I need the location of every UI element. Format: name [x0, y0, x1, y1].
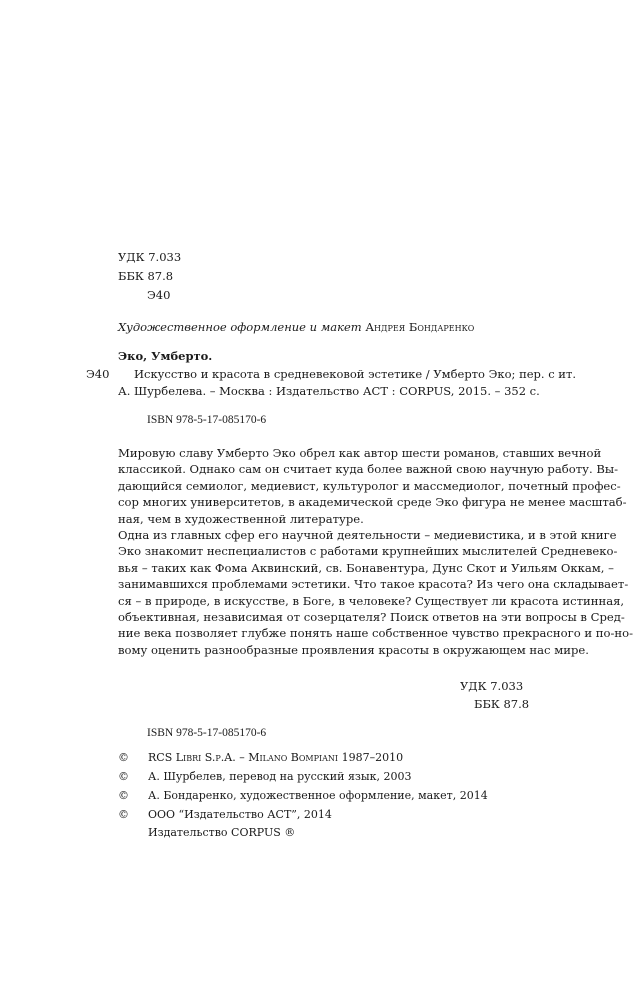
annotation-paragraph-1	[118, 445, 627, 527]
isbn-bottom: ISBN 978-5-17-085170-6	[147, 727, 267, 739]
annotation-line: Одна из главных сфер его научной деятельности – медиевистика, и в этой книге	[118, 528, 617, 542]
copyright-symbol: ©	[118, 770, 129, 783]
design-credit-label: Художественное оформление и макет	[118, 320, 362, 334]
annotation-line: Мировую славу Умберто Эко обрел как автор шести романов, ставших вечной	[118, 446, 602, 460]
annotation-line: ная, чем в художественной литературе.	[118, 511, 364, 526]
catalog-description-line1: Искусство и красота в средневековой эстетике / Умберто Эко; пер. с ит.	[134, 367, 576, 381]
design-credit	[118, 319, 474, 335]
udk-code-top: УДК 7.033	[118, 250, 182, 264]
copyright-line-translation: А. Шурбелев, перевод на русский язык, 2003	[148, 770, 412, 783]
annotation-line: классикой. Однако сам он считает куда более важной свою научную работу. Вы-	[118, 462, 618, 477]
copyright-line-corpus: Издательство CORPUS ®	[148, 826, 296, 839]
copyright-line-design: А. Бондаренко, художественное оформление, макет, 2014	[148, 789, 488, 802]
author-mark-top: Э40	[147, 288, 171, 302]
annotation-line: ся – в природе, в искусстве, в Боге, в человеке? Существует ли красота истинная,	[118, 593, 625, 608]
annotation-line: дающийся семиолог, медиевист, культуролог и массмедиолог, почетный профес-	[118, 478, 621, 493]
annotation-line: сор многих университетов, в академической среде Эко фигура не менее масштаб-	[118, 495, 627, 510]
udk-code-bottom: УДК 7.033	[460, 679, 524, 693]
annotation-line: Эко знакомит неспециалистов с работами крупнейших мыслителей Средневеко-	[118, 544, 618, 559]
copyright-line-ast: ООО “Издательство АСТ”, 2014	[148, 808, 332, 821]
author-heading: Эко, Умберто.	[118, 349, 213, 363]
bbk-code-top: ББК 87.8	[118, 269, 174, 283]
copyright-symbol: ©	[118, 789, 129, 802]
annotation-line: вому оценить разнообразные проявления красоты в окружающем нас мире.	[118, 642, 589, 657]
author-mark-side: Э40	[86, 367, 110, 381]
annotation-paragraph-2	[118, 527, 634, 658]
annotation-line: вья – таких как Фома Аквинский, св. Бонавентура, Дунс Скот и Уильям Оккам, –	[118, 560, 614, 575]
copyright-symbol: ©	[118, 751, 129, 764]
annotation-line: занимавшихся проблемами эстетики. Что такое красота? Из чего она складывает-	[118, 577, 629, 592]
copyright-line-rcs: RCS Libri S.p.A. – Milano Bompiani 1987–2010	[148, 751, 404, 764]
annotation-line: ние века позволяет глубже понять наше собственное чувство прекрасного и по-но-	[118, 626, 634, 641]
bbk-code-bottom: ББК 87.8	[474, 697, 530, 711]
annotation-line: объективная, независимая от созерцателя? Поиск ответов на эти вопросы в Сред-	[118, 610, 625, 625]
catalog-description-line2: А. Шурбелева. – Москва : Издательство АСТ : CORPUS, 2015. – 352 с.	[118, 384, 540, 398]
design-credit-name: Андрея Бондаренко	[365, 320, 475, 334]
isbn-top: ISBN 978-5-17-085170-6	[147, 414, 267, 426]
copyright-symbol: ©	[118, 808, 129, 821]
